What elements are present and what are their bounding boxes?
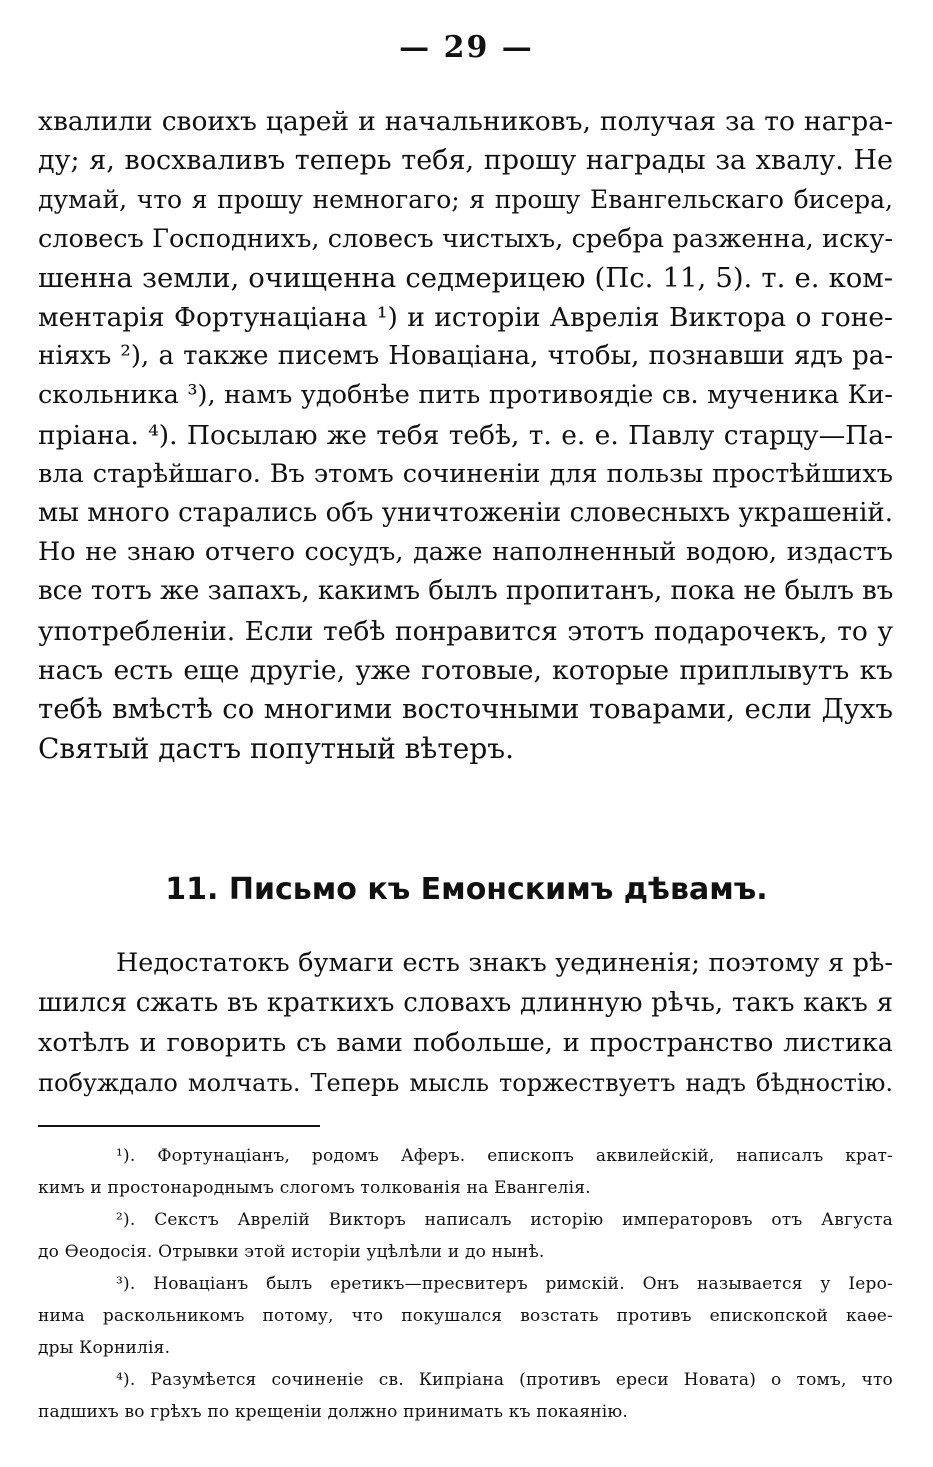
text-line: словесъ Господнихъ, словесъ чистыхъ, сребра разженна, иску- (38, 223, 893, 254)
footnote-text: Новаціанъ былъ еретикъ—пресвитеръ римскій. Онъ называется у Іеро- (153, 1274, 893, 1294)
footnote-marker: ¹). (116, 1146, 136, 1166)
footnote-marker: ³). (116, 1274, 136, 1294)
footnote-line (38, 1268, 893, 1300)
footnote-line: до Ѳеодосія. Отрывки этой исторіи уцѣлѣли и до нынѣ. (38, 1242, 545, 1262)
footnote-line: дры Корнилія. (38, 1338, 171, 1358)
footnote-text: Разумѣется сочиненіе св. Кипріана (противъ ереси Новата) о томъ, что (150, 1370, 893, 1390)
text-line: употребленіи. Если тебѣ понравится этотъ подарочекъ, то у (38, 615, 893, 647)
footnote-line: кимъ и простонароднымъ слогомъ толкованія на Евангелія. (38, 1178, 591, 1198)
footnote-line (38, 1204, 893, 1236)
text-line: хвалили своихъ царей и начальниковъ, получая за то награ- (38, 106, 893, 137)
footnote-marker: ²). (116, 1210, 136, 1230)
text-line: насъ есть еще другіе, уже готовые, которые приплывутъ къ (38, 654, 893, 686)
footnote-line (38, 1364, 893, 1396)
footnote-2 (38, 1204, 893, 1268)
text-line: ніяхъ ²), а также писемъ Новаціана, чтобы, познавши ядъ ра- (38, 341, 893, 372)
text-line: Но не знаю отчего сосудъ, даже наполненный водою, издастъ (38, 537, 893, 568)
letter-paragraph (38, 943, 893, 1103)
text-line: пріана. ⁴). Посылаю же тебя тебѣ, т. е. е. Павлу старцу—Па- (38, 419, 893, 451)
text-line: все тотъ же запахъ, какимъ былъ пропитанъ, пока не былъ въ (38, 576, 894, 607)
text-line: тебѣ вмѣстѣ со многими восточными товарами, если Духъ (38, 693, 893, 726)
footnote-divider (38, 1125, 320, 1127)
text-line: ментарія Фортунаціана ¹) и исторіи Аврелія Виктора о гоне- (38, 302, 893, 334)
footnote-text: Фортунаціанъ, родомъ Аферъ. епископъ аквилейскій, написалъ крат- (157, 1146, 893, 1166)
footnote-4 (38, 1364, 893, 1428)
text-line: ду; я, восхваливъ теперь тебя, прошу награды за хвалу. Не (38, 145, 893, 177)
text-line: шился сжать въ краткихъ словахъ длинную рѣчь, такъ какъ я (38, 988, 893, 1018)
footnote-marker: ⁴). (116, 1370, 136, 1390)
footnotes (38, 1140, 893, 1428)
text-line: вла старѣйшаго. Въ этомъ сочиненіи для пользы простѣйшихъ (38, 458, 893, 489)
text-line: шенна земли, очищенна седмерицею (Пс. 11, 5). т. е. ком- (38, 261, 893, 294)
text-line: скольника ³), намъ удобнѣе пить противоядіе св. мученика Ки- (38, 380, 893, 411)
text-line: мы много старались объ уничтоженіи словесныхъ украшеній. (38, 498, 893, 529)
footnote-line: падшихъ во грѣхъ по крещеніи должно принимать къ покаянію. (38, 1402, 629, 1422)
text-line: Святый дастъ попутный вѣтеръ. (38, 732, 515, 766)
paragraph-continuation (38, 102, 893, 768)
text-line: побуждало молчать. Теперь мысль торжествуетъ надъ бѣдностію. (38, 1069, 893, 1097)
footnote-line (38, 1140, 893, 1172)
footnote-1 (38, 1140, 893, 1204)
text-line: хотѣлъ и говорить съ вами побольше, и пространство листика (38, 1028, 893, 1058)
section-heading: 11. Письмо къ Емонскимъ дѣвамъ. (165, 872, 768, 907)
footnote-line: нима раскольникомъ потому, что покушался возстать противъ епископской каѳе- (38, 1306, 893, 1326)
footnote-3 (38, 1268, 893, 1364)
footnote-text: Секстъ Аврелій Викторъ написалъ исторію императоровъ отъ Августа (154, 1210, 893, 1230)
text-line: Недостатокъ бумаги есть знакъ уединенія; поэтому я рѣ- (116, 948, 893, 978)
text-line: думай, что я прошу немногаго; я прошу Евангельскаго бисера, (38, 185, 893, 215)
page-number: — 29 — (399, 30, 534, 65)
